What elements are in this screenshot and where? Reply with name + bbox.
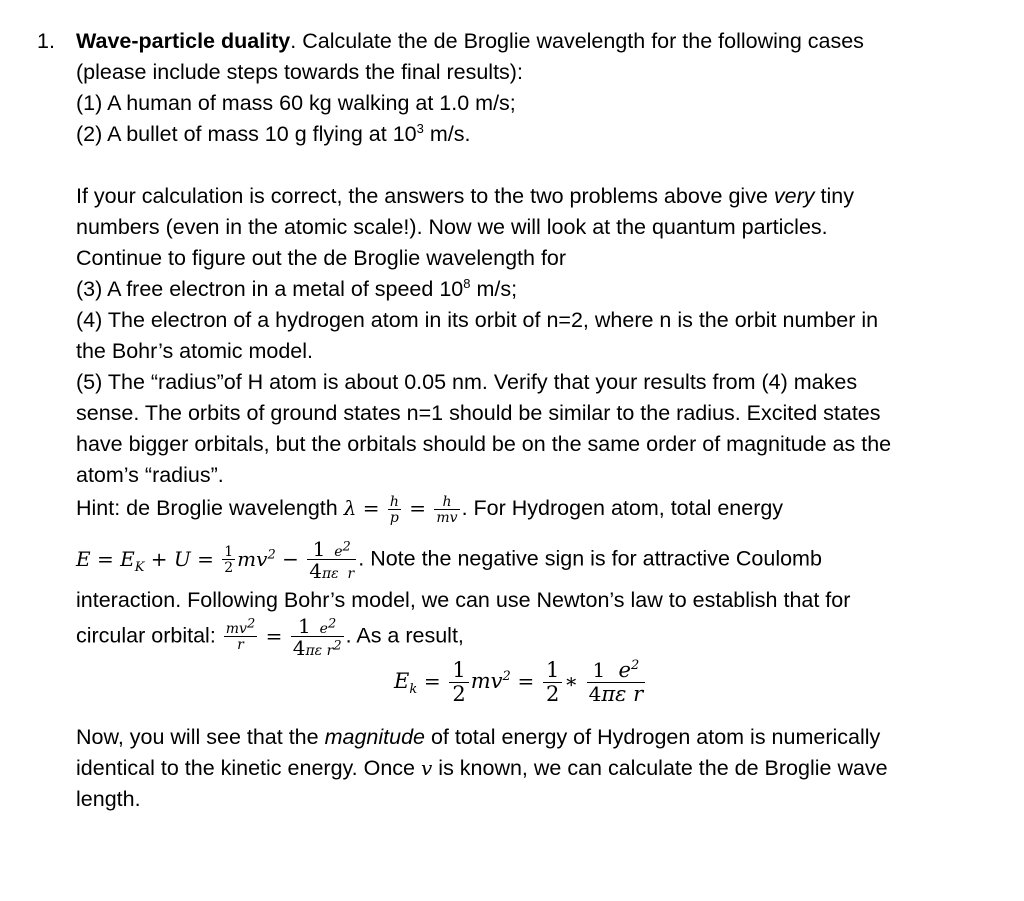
case-4-line2: the Bohr’s atomic model. xyxy=(76,339,314,363)
paragraph-gap xyxy=(76,150,986,181)
kinetic-energy-equation: $E_k$ = $\frac{1}{2}$ $mv^2$ = $\frac{1}{2}$ ∗ $\frac{1 e^2}{\text{4πε r}}$ xyxy=(394,658,644,706)
case-5-line2: sense. The orbits of ground states n=1 should be similar to the radius. Excited states xyxy=(76,401,881,425)
paragraph-1-line2: numbers (even in the atomic scale!). Now we will look at the quantum particles. xyxy=(76,215,828,239)
problem-title: Wave-particle duality xyxy=(76,29,291,53)
frac-coulomb: $\frac{1 e2}{\text{4πε r}}$ xyxy=(309,537,355,583)
case-5-line1: (5) The “radius”of H atom is about 0.05 nm. Verify that your results from (4) makes xyxy=(76,370,858,394)
problem-number: 1. xyxy=(37,29,55,53)
problem-heading xyxy=(76,26,986,57)
interaction-line: interaction. Following Bohr’s model, we can use Newton’s law to establish that for xyxy=(76,588,851,612)
final-line-1: Now, you will see that the magnitude of total energy of Hydrogen atom is numerically xyxy=(76,725,881,749)
problem-intro: . Calculate the de Broglie wavelength for the following cases xyxy=(290,29,864,53)
final-line-3: length. xyxy=(76,787,141,811)
final-line-2: identical to the kinetic energy. Once v is known, we can calculate the de Broglie wave xyxy=(76,756,888,780)
lambda-equation: λ = $\frac{h}{p}$ = $\frac{h}{mv}$ xyxy=(343,493,458,526)
hint-line: Hint: de Broglie wavelength λ = $\frac{h}{p}$ = $\frac{h}{mv}$ . For Hydrogen atom, total energy xyxy=(76,493,784,526)
circular-line: circular orbital: $\frac{mv2}{r}$ = $\frac{1 e2}{\text{4πε r2}}$ . As a result, xyxy=(76,614,464,660)
frac-h-over-mv: $\frac{h}{mv}$ xyxy=(436,493,458,526)
case-2: (2) A bullet of mass 10 g flying at $10^3$ m/s. xyxy=(76,120,471,146)
paragraph-1-line1: If your calculation is correct, the answers to the two problems above give very tiny xyxy=(76,184,854,208)
energy-equation: $E = E_K + U$ = $\frac{1}{2}$ $mv^2$ − $\frac{1 e2}{\text{4πε r}}$ xyxy=(76,537,355,583)
paragraph-1-line3: Continue to figure out the de Broglie wavelength for xyxy=(76,246,567,270)
case-3: (3) A free electron in a metal of speed $10^8$ m/s; xyxy=(76,275,518,301)
case-1: (1) A human of mass 60 kg walking at 1.0 m/s; xyxy=(76,91,516,115)
frac-h-over-p: $\frac{h}{p}$ xyxy=(389,493,399,526)
problem-intro-line2: (please include steps towards the final results): xyxy=(76,60,523,84)
problem-body xyxy=(76,26,986,815)
circular-equation: $\frac{mv2}{r}$ = $\frac{1 e2}{\text{4πε r2}}$ xyxy=(225,614,342,660)
case-5-line4: atom’s “radius”. xyxy=(76,463,224,487)
case-5-line3: have bigger orbitals, but the orbitals should be on the same order of magnitude as the xyxy=(76,432,892,456)
energy-line: $E = E_K + U$ = $\frac{1}{2}$ $mv^2$ − $\frac{1 e2}{\text{4πε r}}$ . Note the negative sign is for attractive Coulomb xyxy=(76,537,822,583)
case-4-line1: (4) The electron of a hydrogen atom in its orbit of n=2, where n is the orbit number in xyxy=(76,308,879,332)
